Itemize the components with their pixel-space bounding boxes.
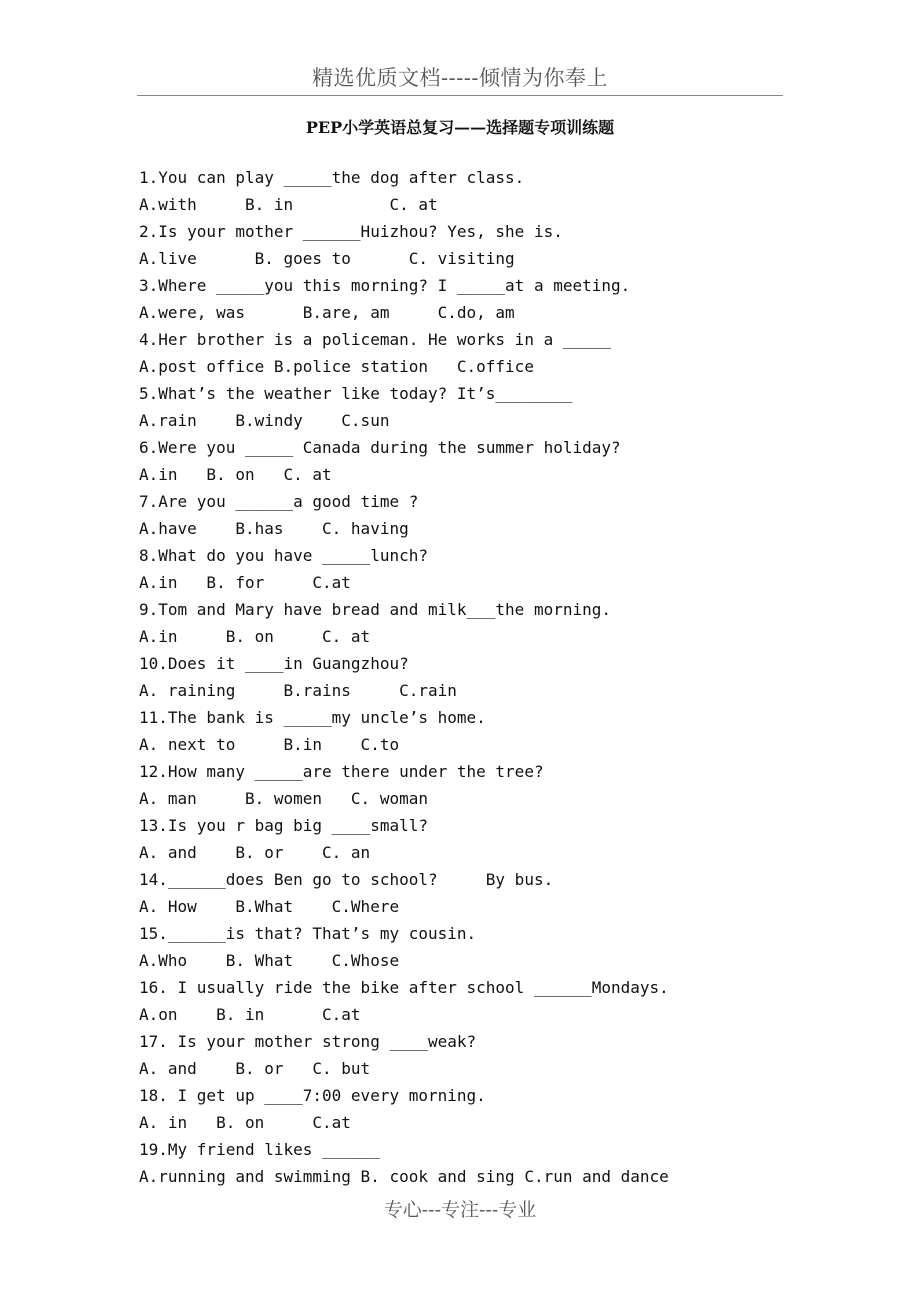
options-15: A.Who B. What C.Whose [139, 951, 400, 970]
options-17: A. and B. or C. but [139, 1059, 371, 1078]
header-divider [137, 95, 783, 96]
options-2: A.live B. goes to C. visiting [139, 249, 515, 268]
question-10: 10.Does it ____in Guangzhou? [139, 654, 409, 673]
options-12: A. man B. women C. woman [139, 789, 428, 808]
options-1: A.with B. in C. at [139, 195, 438, 214]
question-13: 13.Is you r bag big ____small? [139, 816, 428, 835]
options-16: A.on B. in C.at [139, 1005, 361, 1024]
options-14: A. How B.What C.Where [139, 897, 400, 916]
page-header: 精选优质文档-----倾情为你奉上 [312, 66, 608, 90]
options-13: A. and B. or C. an [139, 843, 371, 862]
options-10: A. raining B.rains C.rain [139, 681, 457, 700]
options-11: A. next to B.in C.to [139, 735, 400, 754]
options-9: A.in B. on C. at [139, 627, 371, 646]
question-15: 15.______is that? That’s my cousin. [139, 924, 477, 943]
question-4: 4.Her brother is a policeman. He works in a _____ [139, 330, 612, 349]
question-11: 11.The bank is _____my uncle’s home. [139, 708, 486, 727]
question-7: 7.Are you ______a good time ? [139, 492, 419, 511]
question-8: 8.What do you have _____lunch? [139, 546, 428, 565]
page-footer: 专心---专注---专业 [383, 1199, 537, 1221]
question-5: 5.What’s the weather like today? It’s________ [139, 384, 573, 403]
question-19: 19.My friend likes ______ [139, 1140, 380, 1159]
options-7: A.have B.has C. having [139, 519, 409, 538]
question-6: 6.Were you _____ Canada during the summer holiday? [139, 438, 621, 457]
question-2: 2.Is your mother ______Huizhou? Yes, she is. [139, 222, 563, 241]
question-17: 17. Is your mother strong ____weak? [139, 1032, 477, 1051]
options-8: A.in B. for C.at [139, 573, 351, 592]
question-16: 16. I usually ride the bike after school ______Mondays. [139, 978, 669, 997]
options-6: A.in B. on C. at [139, 465, 332, 484]
question-18: 18. I get up ____7:00 every morning. [139, 1086, 486, 1105]
options-3: A.were, was B.are, am C.do, am [139, 303, 515, 322]
question-9: 9.Tom and Mary have bread and milk___the morning. [139, 600, 612, 619]
question-1: 1.You can play _____the dog after class. [139, 168, 525, 187]
question-14: 14.______does Ben go to school? By bus. [139, 870, 554, 889]
options-5: A.rain B.windy C.sun [139, 411, 390, 430]
options-4: A.post office B.police station C.office [139, 357, 534, 376]
question-list [139, 164, 819, 1190]
question-12: 12.How many _____are there under the tree? [139, 762, 544, 781]
document-title: PEP小学英语总复习——选择题专项训练题 [305, 118, 615, 137]
question-3: 3.Where _____you this morning? I _____at a meeting. [139, 276, 631, 295]
options-18: A. in B. on C.at [139, 1113, 351, 1132]
options-19: A.running and swimming B. cook and sing C.run and dance [139, 1167, 669, 1186]
